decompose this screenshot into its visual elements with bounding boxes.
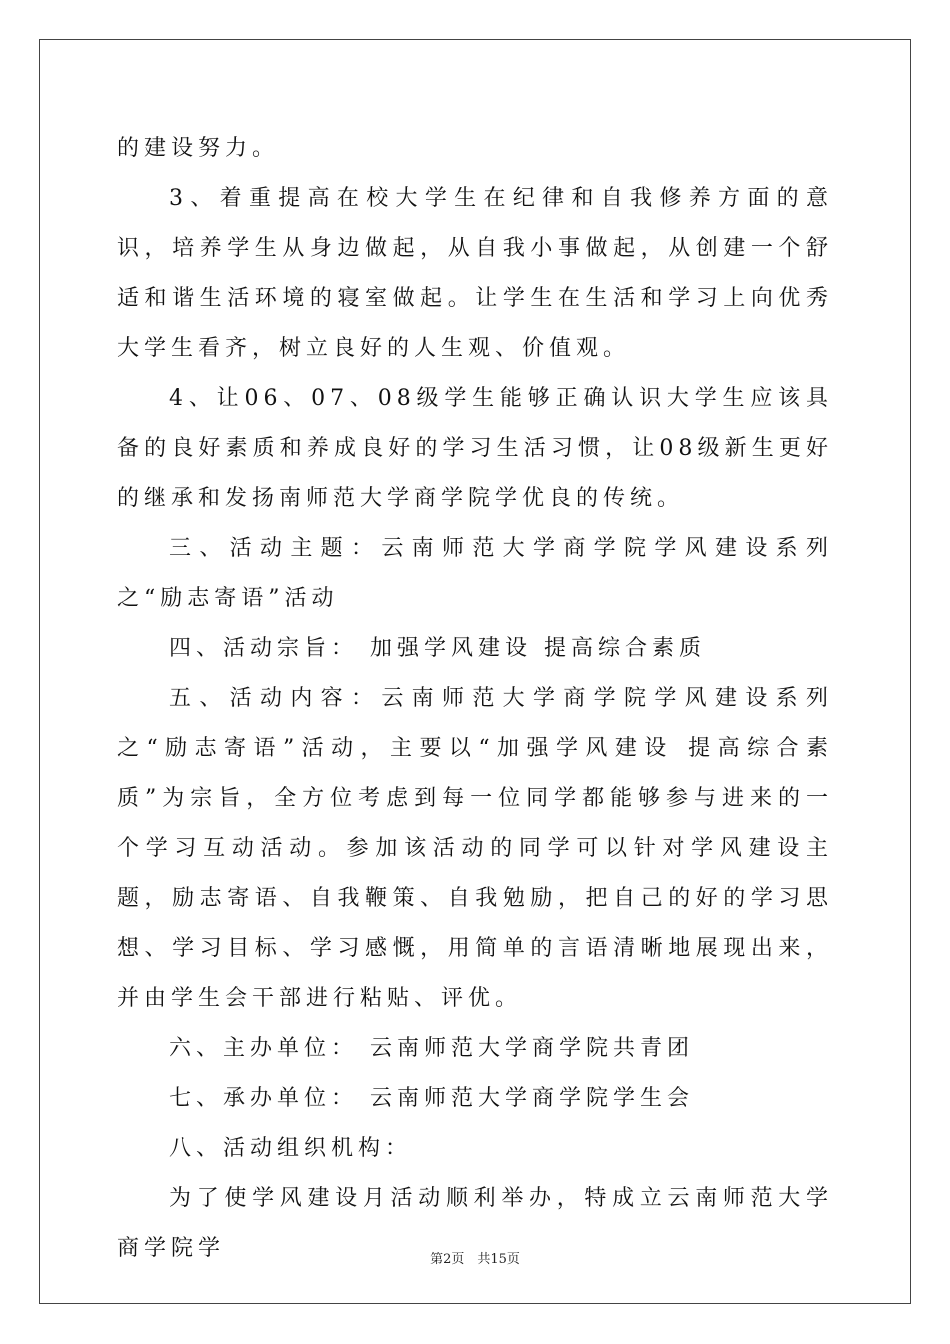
document-body <box>117 124 833 1274</box>
paragraph: 四、活动宗旨： 加强学风建设 提高综合素质 <box>169 636 706 661</box>
paragraph: 五、活动内容：云南师范大学商学院学风建设系列之“励志寄语”活动，主要以“加强学风建设 提高综合素质”为宗旨，全方位考虑到每一位同学都能够参与进来的一个学习互动活动。参加该活动的同学可以针对学风建设主题，励志寄语、自我鞭策、自我勉励，把自己的好的学习思想、学习目标、学习感慨，用简单的言语清晰地展现出来，并由学生会干部进行粘贴、评优。 <box>117 686 833 1011</box>
paragraph: 三、活动主题：云南师范大学商学院学风建设系列之“励志寄语”活动 <box>117 536 833 611</box>
paragraph: 六、主办单位： 云南师范大学商学院共青团 <box>169 1036 694 1061</box>
paragraph: 4、让06、07、08级学生能够正确认识大学生应该具备的良好素质和养成良好的学习生活习惯，让08级新生更好的继承和发扬南师范大学商学院学优良的传统。 <box>117 386 833 511</box>
paragraph: 八、活动组织机构： <box>169 1136 413 1161</box>
paragraph: 3、着重提高在校大学生在纪律和自我修养方面的意识，培养学生从身边做起，从自我小事做起，从创建一个舒适和谐生活环境的寝室做起。让学生在生活和学习上向优秀大学生看齐，树立良好的人生观、价值观。 <box>117 186 833 361</box>
page-number-footer: 第2页 共15页 <box>430 1252 520 1267</box>
paragraph: 为了使学风建设月活动顺利举办，特成立云南师范大学商学院学 <box>117 1186 833 1261</box>
paragraph: 七、承办单位： 云南师范大学商学院学生会 <box>169 1086 694 1111</box>
paragraph: 的建设努力。 <box>117 136 280 161</box>
